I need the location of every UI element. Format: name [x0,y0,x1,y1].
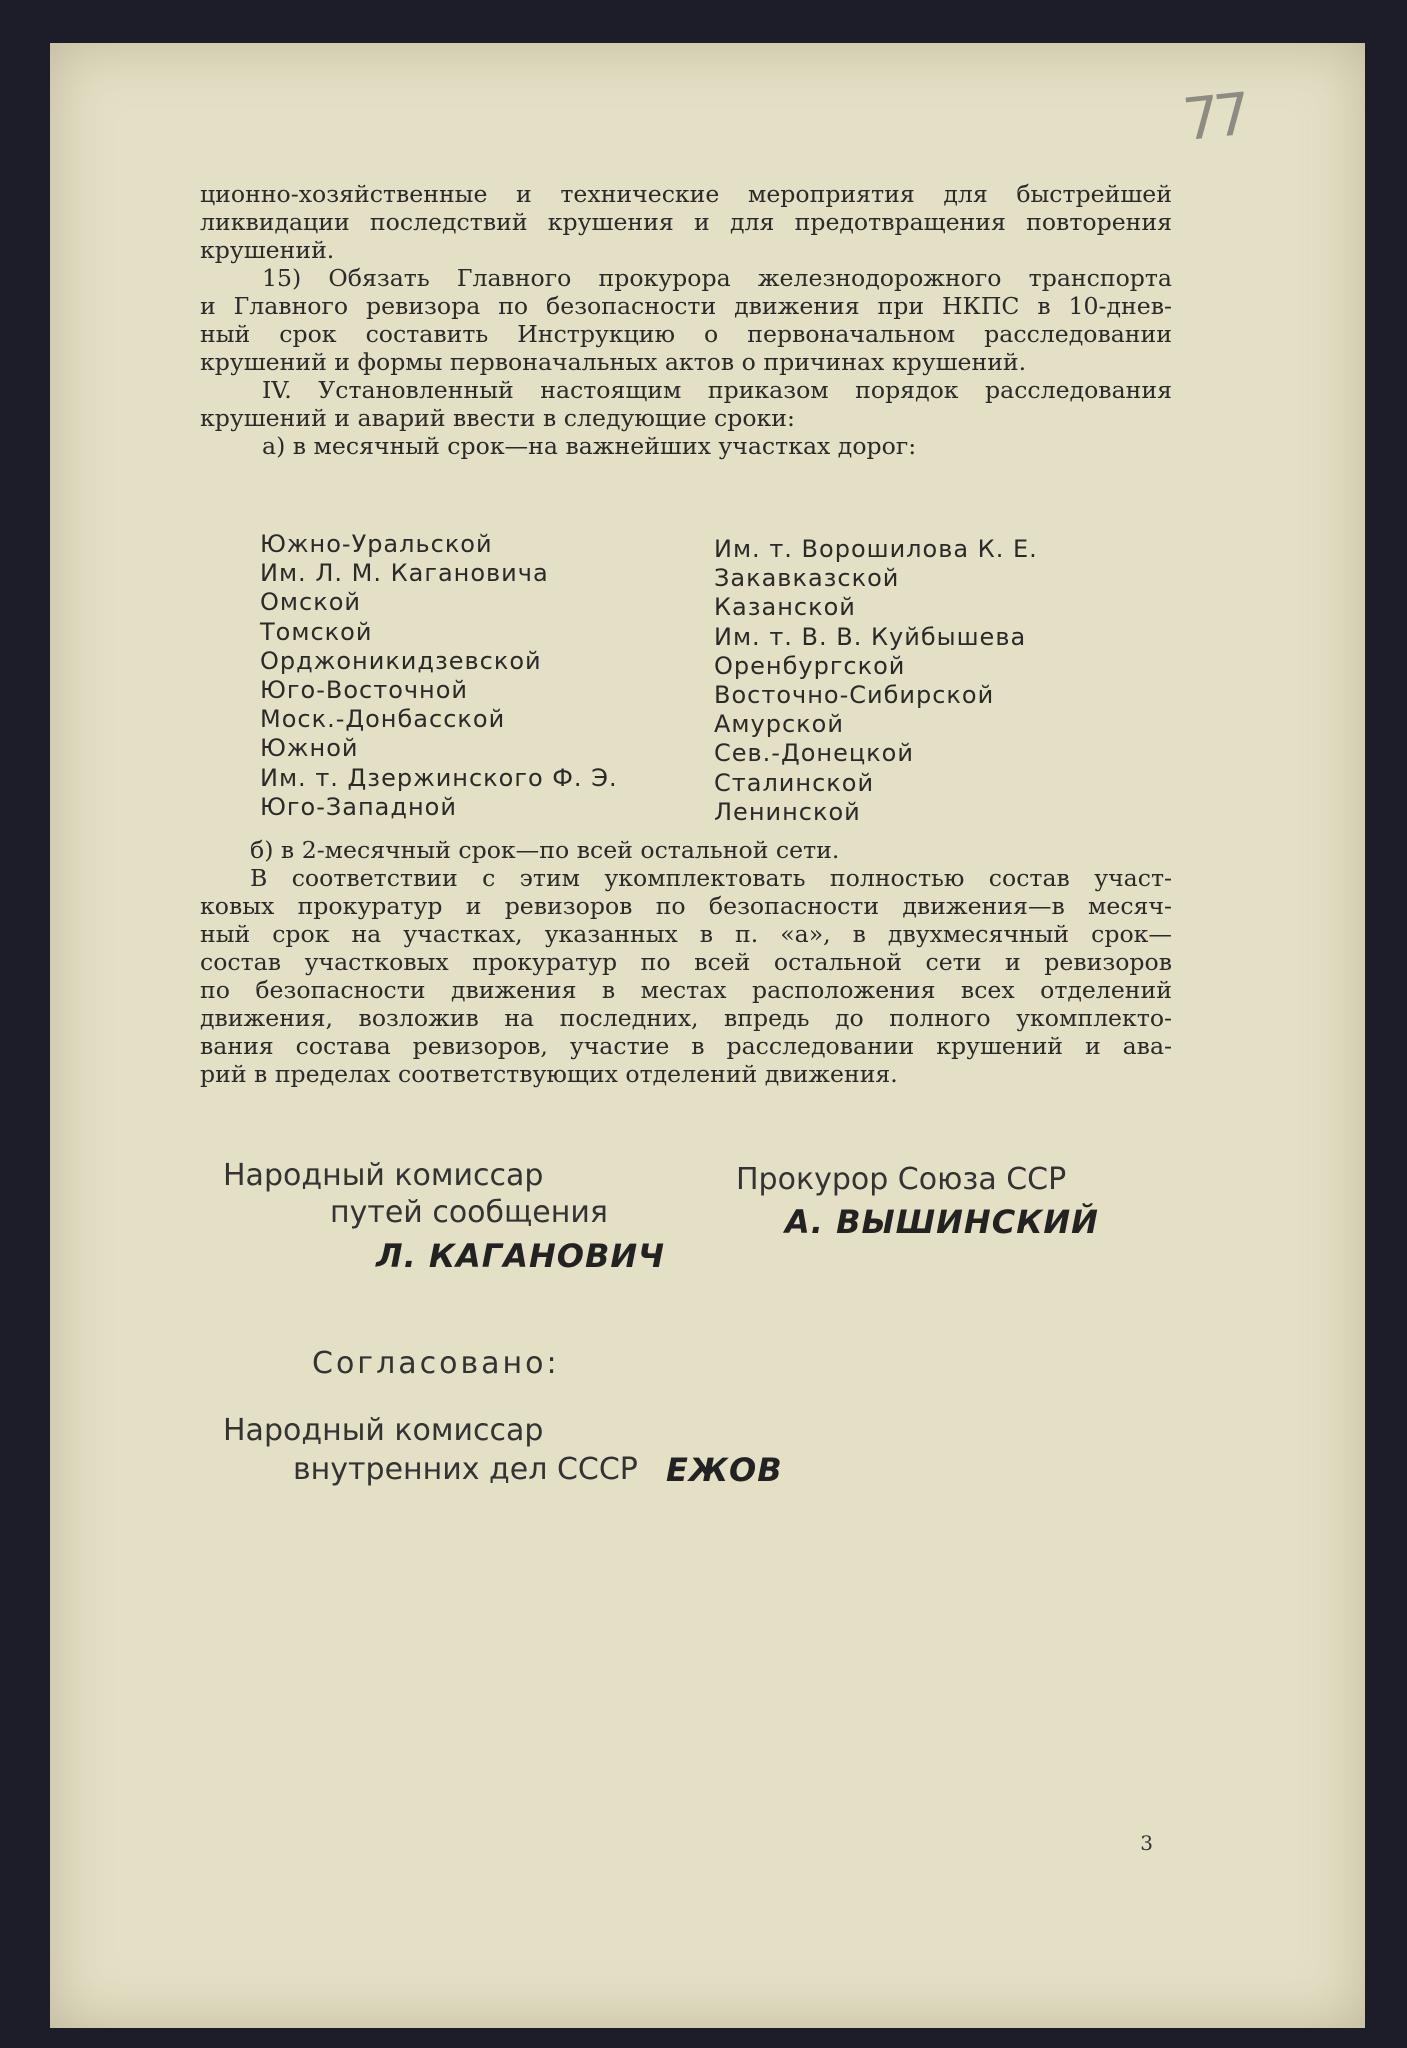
road-item: Амурской [714,710,844,739]
road-item: Юго-Восточной [260,676,469,705]
text-line: IV. Установленный настоящим приказом порядок расследования [262,376,1172,404]
text-line: ный срок составить Инструкцию о первоначальном расследовании [200,320,1172,348]
road-item: Томской [260,617,373,646]
road-item: Восточно-Сибирской [714,681,995,710]
text-line: 15) Обязать Главного прокурора железнодорожного транспорта [262,264,1172,292]
road-item: Оренбургской [714,651,906,680]
road-item: Ленинской [714,797,861,826]
signature-bottom-title-2: внутренних дел СССР [293,1452,638,1487]
handwritten-page-number: 77 [1179,79,1249,155]
road-item: Сталинской [714,768,875,797]
text-line: В соответствии с этим укомплектовать полностью состав участ- [250,864,1172,892]
closing-text [200,836,1172,1088]
road-item: Сев.-Донецкой [714,739,914,768]
road-item: Омской [260,588,361,617]
paragraph-top [200,180,1172,264]
text-line: ковых прокуратур и ревизоров по безопасности движения—в месяч- [200,892,1172,920]
text-line: ликвидации последствий крушения и для предотвращения повторения [200,208,1172,236]
text-line: по безопасности движения в местах расположения всех отделений [200,976,1172,1004]
road-item: Закавказской [714,564,900,593]
text-line: ционно-хозяйственные и технические мероприятия для быстрейшей [200,180,1172,208]
text-line: крушений и формы первоначальных актов о причинах крушений. [200,348,1027,376]
paragraph-15 [200,264,1172,376]
signature-bottom-title-1: Народный комиссар [223,1413,544,1448]
signature-right-title: Прокурор Союза ССР [736,1162,1067,1197]
signature-left-title-1: Народный комиссар [223,1158,544,1193]
text-line: вания состава ревизоров, участие в расследовании крушений и ава- [200,1032,1172,1060]
document-page [50,43,1365,2028]
signature-bottom-name: ЕЖОВ [666,1451,783,1489]
item-a [200,432,1172,460]
road-item: Казанской [714,593,856,622]
text-line: рий в пределах соответствующих отделений движения. [200,1060,898,1088]
road-item: Моск.-Донбасской [260,705,506,734]
text-line: движения, возложив на последних, впредь до полного укомплекто- [200,1004,1172,1032]
road-item: Юго-Западной [260,792,457,821]
text-line: а) в месячный срок—на важнейших участках дорог: [262,432,917,460]
paragraph-iv [200,376,1172,432]
paragraph-final [200,864,1172,1088]
signature-right-name: А. ВЫШИНСКИЙ [785,1203,1099,1241]
road-item: Южно-Уральской [260,530,493,558]
page-number: 3 [1140,1831,1153,1855]
text-line: и Главного ревизора по безопасности движения при НКПС в 10-днев- [200,292,1172,320]
text-line: б) в 2-месячный срок—по всей остальной сети. [250,836,840,864]
agreed-label: Согласовано: [312,1346,560,1381]
signature-left-title-2: путей сообщения [330,1195,608,1230]
item-b [200,836,1172,864]
road-item: Им. т. Ворошилова К. Е. [714,535,1038,563]
road-item: Южной [260,734,359,763]
roads-left-column [260,530,618,822]
roads-right-column [714,535,1038,827]
road-item: Им. т. Дзержинского Ф. Э. [260,763,618,792]
main-text [200,180,1172,460]
text-line: ный срок на участках, указанных в п. «а», в двухмесячный срок— [200,920,1172,948]
text-line: состав участковых прокуратур по всей остальной сети и ревизоров [200,948,1172,976]
text-line: крушений и аварий ввести в следующие сроки: [200,404,795,432]
road-item: Им. т. В. В. Куйбышева [714,622,1027,651]
road-item: Им. Л. М. Кагановича [260,559,549,588]
road-item: Орджоникидзевской [260,646,542,675]
signature-left-name: Л. КАГАНОВИЧ [376,1237,665,1275]
text-line: крушений. [200,236,335,264]
